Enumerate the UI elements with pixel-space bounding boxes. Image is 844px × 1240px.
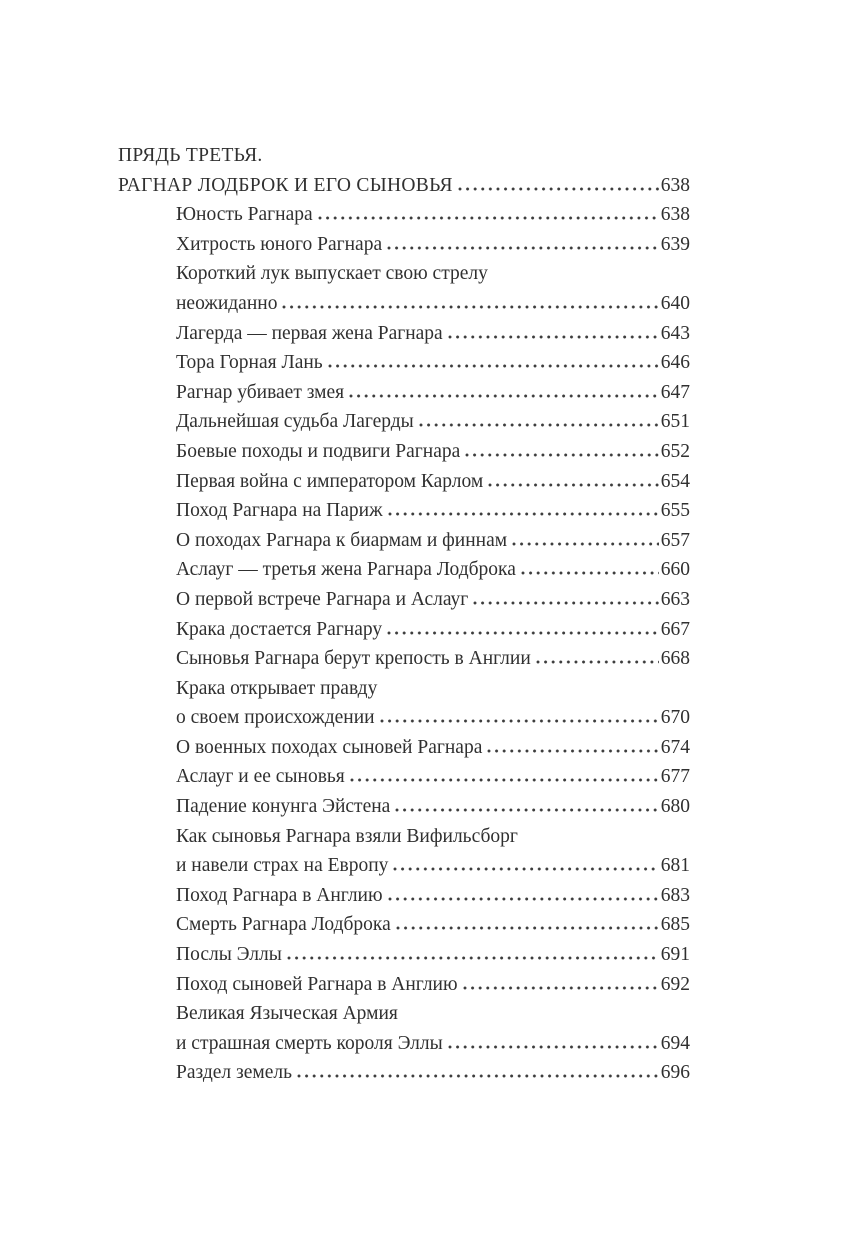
toc-entry <box>176 407 690 437</box>
toc-entry-page-number: 683 <box>660 884 690 906</box>
toc-entry <box>176 555 690 585</box>
toc-entry-title: Раздел земель <box>176 1062 293 1084</box>
toc-entry-page-number: 668 <box>660 648 690 670</box>
dot-leader <box>465 453 658 457</box>
toc-entry-page-number: 674 <box>660 736 690 758</box>
toc-entry-page-number: 694 <box>660 1032 690 1054</box>
toc-part-heading-line1 <box>118 141 690 171</box>
dot-leader <box>393 867 658 871</box>
toc-entry-title: Как сыновья Рагнара взяли Вифильсборг <box>176 825 518 847</box>
dot-leader <box>512 542 659 546</box>
toc-entry-page-number: 638 <box>660 204 690 226</box>
dot-leader <box>387 246 659 250</box>
toc-entry-title: О походах Рагнара к биармам и финнам <box>176 529 508 551</box>
toc-entry <box>176 230 690 260</box>
toc-entry-page-number: 696 <box>660 1062 690 1084</box>
toc-entry-title: Поход Рагнара в Англию <box>176 884 383 906</box>
toc-entry-title: Падение конунга Эйстена <box>176 796 391 818</box>
toc-part-page-number: 638 <box>660 174 690 196</box>
toc-entry <box>176 644 690 674</box>
toc-entry <box>176 526 690 556</box>
toc-entry-page-number: 677 <box>660 766 690 788</box>
dot-leader <box>388 897 659 901</box>
dot-leader <box>448 335 659 339</box>
toc-entry-title: Крака открывает правду <box>176 677 378 699</box>
toc-entry-title: О первой встрече Рагнара и Аслауг <box>176 588 469 610</box>
dot-leader <box>282 305 658 309</box>
dot-leader <box>395 808 658 812</box>
dot-leader <box>536 660 659 664</box>
toc-part-title: ПРЯДЬ ТРЕТЬЯ. <box>118 145 263 166</box>
dot-leader <box>487 749 658 753</box>
toc-entry-title: Лагерда — первая жена Рагнара <box>176 322 443 344</box>
toc-entry-line2 <box>176 703 690 733</box>
toc-entry <box>176 467 690 497</box>
toc-entry-page-number: 646 <box>660 352 690 374</box>
toc-entry-title: Тора Горная Лань <box>176 352 323 374</box>
toc-entry-page-number: 663 <box>660 588 690 610</box>
toc-entry <box>176 378 690 408</box>
toc-entry <box>176 970 690 1000</box>
toc-entry-title: Короткий лук выпускает свою стрелу <box>176 263 488 285</box>
toc-entry-line2 <box>176 289 690 319</box>
toc-entry-title: Хитрость юного Рагнара <box>176 233 383 255</box>
toc-entry-title: Сыновья Рагнара берут крепость в Англии <box>176 648 531 670</box>
toc-entry-line1 <box>176 822 690 852</box>
toc-entry-title: Боевые походы и подвиги Рагнара <box>176 440 461 462</box>
toc-entry-title: Крака достается Рагнару <box>176 618 383 640</box>
dot-leader <box>350 778 659 782</box>
dot-leader <box>297 1074 659 1078</box>
toc-entry-page-number: 655 <box>660 500 690 522</box>
toc-entry-page-number: 692 <box>660 973 690 995</box>
toc-entry-page-number: 652 <box>660 440 690 462</box>
toc-entry-page-number: 639 <box>660 233 690 255</box>
toc-entry <box>176 200 690 230</box>
toc-entry-title: Юность Рагнара <box>176 204 313 226</box>
dot-leader <box>463 986 659 990</box>
dot-leader <box>287 956 659 960</box>
toc-entries <box>176 200 690 1088</box>
toc-entry <box>176 319 690 349</box>
dot-leader <box>388 512 659 516</box>
toc-entry-page-number: 670 <box>660 707 690 729</box>
dot-leader <box>448 1045 659 1049</box>
toc-entry <box>176 881 690 911</box>
dot-leader <box>387 631 659 635</box>
toc-entry-title: Первая война с императором Карлом <box>176 470 484 492</box>
toc-entry-page-number: 647 <box>660 381 690 403</box>
dot-leader <box>396 926 659 930</box>
toc-entry-line1 <box>176 999 690 1029</box>
toc-entry-title: Поход Рагнара на Париж <box>176 500 383 522</box>
toc-entry <box>176 348 690 378</box>
toc-entry-title: неожиданно <box>176 292 278 314</box>
toc-entry-page-number: 651 <box>660 411 690 433</box>
toc-entry-title: Послы Эллы <box>176 944 282 966</box>
dot-leader <box>380 719 659 723</box>
toc-entry-page-number: 643 <box>660 322 690 344</box>
toc-entry-title: Смерть Рагнара Лодброка <box>176 914 391 936</box>
toc-entry-page-number: 657 <box>660 529 690 551</box>
toc-entry-title: Великая Языческая Армия <box>176 1003 398 1025</box>
dot-leader <box>318 216 659 220</box>
toc-entry <box>176 615 690 645</box>
toc-entry <box>176 762 690 792</box>
toc-part-heading-line2 <box>118 171 690 201</box>
toc-entry-page-number: 680 <box>660 796 690 818</box>
toc-entry-line2 <box>176 851 690 881</box>
dot-leader <box>349 394 659 398</box>
toc-entry-title: Рагнар убивает змея <box>176 381 345 403</box>
toc-part-subtitle: РАГНАР ЛОДБРОК И ЕГО СЫНОВЬЯ <box>118 174 453 196</box>
toc-entry <box>176 910 690 940</box>
dot-leader <box>419 423 659 427</box>
toc-entry <box>176 940 690 970</box>
toc-entry-page-number: 660 <box>660 559 690 581</box>
dot-leader <box>521 571 659 575</box>
dot-leader <box>488 483 659 487</box>
dot-leader <box>328 364 659 368</box>
toc-entry-page-number: 654 <box>660 470 690 492</box>
table-of-contents <box>118 141 690 1088</box>
toc-entry-page-number: 681 <box>660 855 690 877</box>
toc-entry-page-number: 685 <box>660 914 690 936</box>
toc-entry <box>176 792 690 822</box>
toc-entry <box>176 1058 690 1088</box>
toc-entry-line1 <box>176 674 690 704</box>
toc-entry <box>176 585 690 615</box>
toc-entry <box>176 733 690 763</box>
toc-entry <box>176 496 690 526</box>
toc-entry-line2 <box>176 1029 690 1059</box>
dot-leader <box>473 601 658 605</box>
toc-entry-line1 <box>176 259 690 289</box>
toc-entry-title: Дальнейшая судьба Лагерды <box>176 411 414 433</box>
toc-entry-page-number: 640 <box>660 292 690 314</box>
toc-entry-page-number: 667 <box>660 618 690 640</box>
toc-entry <box>176 437 690 467</box>
toc-entry-title: Аслауг и ее сыновья <box>176 766 345 788</box>
toc-entry-page-number: 691 <box>660 944 690 966</box>
dot-leader <box>458 187 659 191</box>
toc-entry-title: и навели страх на Европу <box>176 855 389 877</box>
toc-entry-title: Поход сыновей Рагнара в Англию <box>176 973 458 995</box>
toc-entry-title: О военных походах сыновей Рагнара <box>176 736 483 758</box>
toc-entry-title: и страшная смерть короля Эллы <box>176 1032 443 1054</box>
toc-entry-title: о своем происхождении <box>176 707 375 729</box>
toc-entry-title: Аслауг — третья жена Рагнара Лодброка <box>176 559 516 581</box>
